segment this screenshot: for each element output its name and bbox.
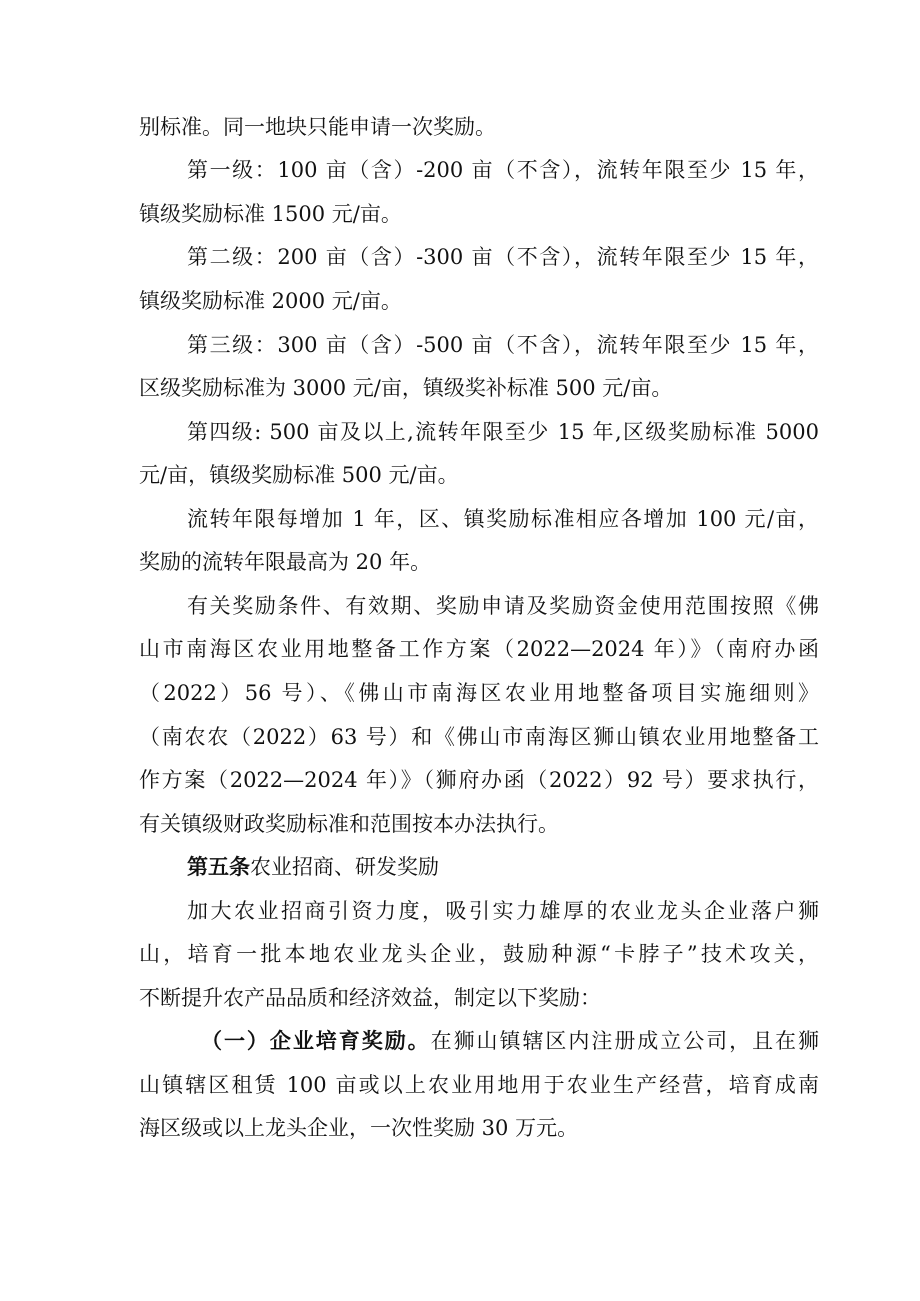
text-line: 有关镇级财政奖励标准和范围按本办法执行。: [139, 812, 559, 836]
text-line: 元/亩，镇级奖励标准 500 元/亩。: [139, 463, 459, 487]
text-line: （南农农（2022）63 号）和《佛山市南海区狮山镇农业用地整备工: [139, 725, 819, 749]
text-line: 第四级: 500 亩及以上,流转年限至少 15 年,区级奖励标准 5000: [187, 420, 819, 444]
text-line: 奖励的流转年限最高为 20 年。: [139, 550, 432, 574]
text-line: 海区级或以上龙头企业，一次性奖励 30 万元。: [139, 1116, 579, 1140]
text-line: （2022）56 号）、《佛山市南海区农业用地整备项目实施细则》: [139, 681, 819, 705]
item-label: （一）企业培育奖励。: [201, 1029, 431, 1053]
article-heading: [187, 852, 819, 882]
text-line: 第一级：100 亩（含）-200 亩（不含），流转年限至少 15 年，: [187, 158, 819, 182]
text-line: 不断提升农产品品质和经济效益，制定以下奖励：: [139, 986, 601, 1010]
item-text: 在狮山镇辖区内注册成立公司，且在狮: [430, 1029, 820, 1053]
text-line: 加大农业招商引资力度，吸引实力雄厚的农业龙头企业落户狮: [187, 899, 819, 923]
text-line: 山镇辖区租赁 100 亩或以上农业用地用于农业生产经营，培育成南: [139, 1073, 819, 1097]
text-line: 第二级：200 亩（含）-300 亩（不含），流转年限至少 15 年，: [187, 245, 819, 269]
text-line: 流转年限每增加 1 年，区、镇奖励标准相应各增加 100 元/亩，: [187, 507, 819, 531]
text-line: 区级奖励标准为 3000 元/亩，镇级奖补标准 500 元/亩。: [139, 376, 673, 400]
text-line: 作方案（2022—2024 年）》（狮府办函（2022）92 号）要求执行，: [139, 768, 819, 792]
text-line: 别标准。同一地块只能申请一次奖励。: [139, 115, 496, 139]
text-line: 山市南海区农业用地整备工作方案（2022—2024 年）》（南府办函: [139, 637, 819, 661]
article-title: 农业招商、研发奖励: [250, 855, 439, 879]
text-line: 山，培育一批本地农业龙头企业，鼓励种源“卡脖子”技术攻关，: [139, 942, 819, 966]
text-line: 镇级奖励标准 2000 元/亩。: [139, 289, 402, 313]
text-line: 第三级：300 亩（含）-500 亩（不含），流转年限至少 15 年，: [187, 333, 819, 357]
item-heading-line: [201, 1026, 819, 1056]
article-label: 第五条: [187, 855, 250, 879]
text-line: 有关奖励条件、有效期、奖励申请及奖励资金使用范围按照《佛: [187, 594, 819, 618]
text-line: 镇级奖励标准 1500 元/亩。: [139, 202, 402, 226]
